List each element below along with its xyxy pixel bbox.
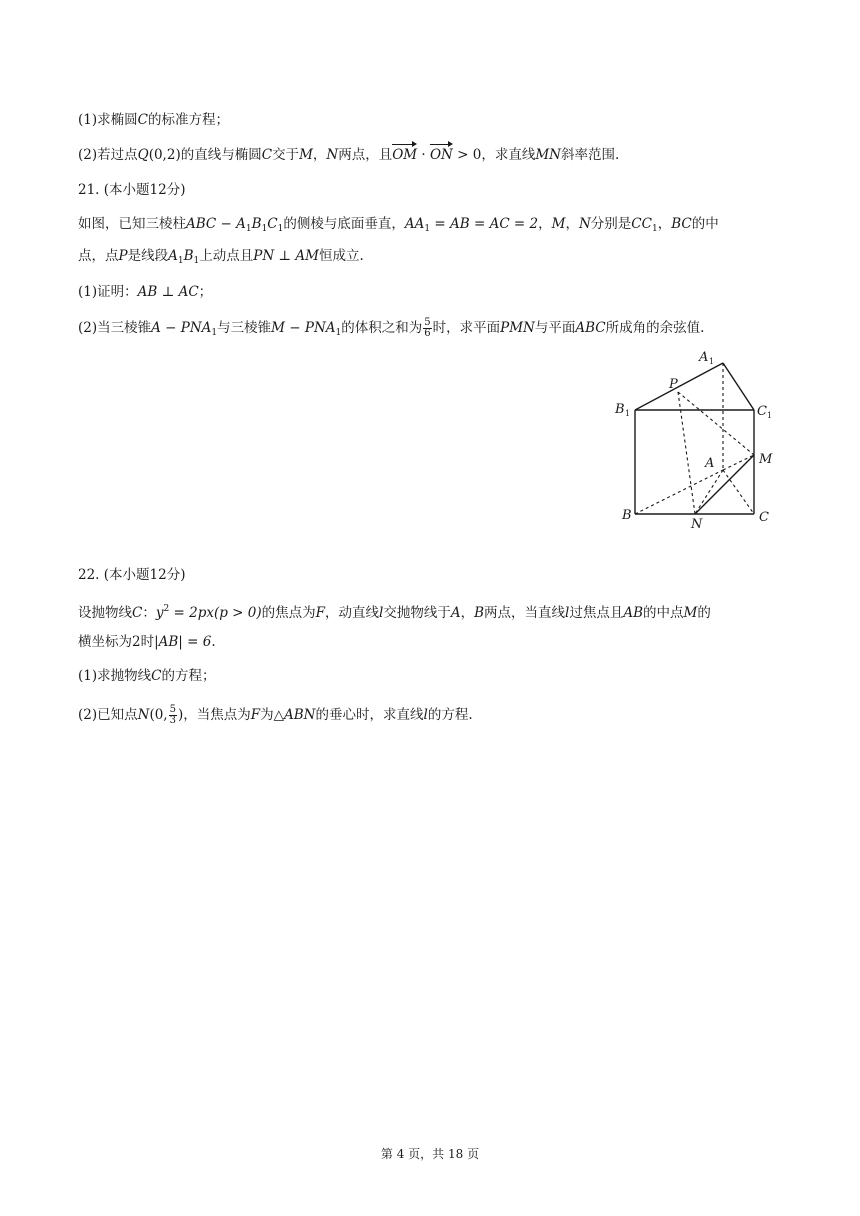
label-b: B [622,508,632,523]
edge-b1-a1 [635,363,723,410]
math: l [379,605,384,621]
math: ) [177,707,184,723]
text: 时，求平面 [432,320,501,336]
text: 所成角的余弦值. [605,320,705,336]
label-c: C [759,510,769,525]
text: 斜率范围. [560,147,620,163]
page-footer: 第 4 页，共 18 页 [380,1147,480,1161]
math: PN ⊥ AM [253,248,319,264]
text: > 0，求直线 [452,147,536,163]
math: N [137,707,150,723]
math: F [250,707,261,723]
text: (1)求椭圆 [78,112,138,128]
text: 恒成立. [318,248,364,264]
text: (2)若过点 [78,147,138,163]
label-b1: B [615,402,625,417]
math: · [417,147,430,163]
q22-header: 22. (本小题12分) [78,567,186,583]
text: 的标准方程； [147,112,229,128]
math: ABC − A [186,216,246,232]
math: AB ⊥ AC [137,284,199,300]
vector-on: ON [429,147,453,163]
math: A [450,605,461,621]
text: ： [142,605,156,621]
text: 交抛物线于 [383,605,451,621]
text: . [211,634,216,650]
text: 上动点且 [199,248,254,264]
text: 点，点 [78,248,119,264]
text: 如图，已知三棱柱 [78,216,186,232]
text: 两点，且 [338,147,393,163]
q21-header: 21. (本小题12分) [78,182,186,198]
math: B [474,605,484,621]
label-c1-sub: 1 [767,411,773,420]
subscript: 1 [245,224,252,234]
math: B [183,248,194,264]
math: C [267,216,278,232]
math: B [251,216,262,232]
text: 的直线与椭圆 [180,147,262,163]
q20-part1 [78,110,229,130]
math: C [261,147,273,163]
subscript: 1 [651,224,658,234]
text: ， [312,147,327,163]
label-c1: C [757,404,767,419]
text: 的体积之和为 [341,320,423,336]
math: |AB| = 6 [154,634,212,650]
math: (0, [149,707,168,723]
text: ，动直线 [325,605,379,621]
edge-a1-c1 [723,363,754,410]
text: 的方程. [427,707,473,723]
math: M [683,605,698,621]
math: AB [623,605,643,621]
edge-n-m [695,455,754,514]
subscript: 1 [424,224,431,234]
label-n: N [691,517,703,532]
math: PMN [500,320,535,336]
text: 的中点 [643,605,684,621]
edge-p-m [678,392,754,455]
text: 的焦点为 [261,605,316,621]
text: 是线段 [127,248,169,264]
subscript: 1 [211,328,218,338]
text: 两点，当直线 [484,605,565,621]
math: ABC [575,320,606,336]
text: 过焦点且 [569,605,624,621]
math: CC [631,216,652,232]
text: 设抛物线 [78,605,132,621]
q21-part2 [78,318,704,343]
text: ， [565,216,579,232]
text: 与三棱锥 [217,320,272,336]
math: l [565,605,570,621]
math: Q [137,147,149,163]
superscript: 2 [163,604,170,614]
subscript: 1 [177,256,184,266]
math: P [118,248,128,264]
math: M [299,147,313,163]
q20-part2 [78,145,619,165]
text: 的侧棱与底面垂直， [283,216,405,232]
math: l [423,707,428,723]
math: M − PNA [271,320,336,336]
edge-b-a [635,470,723,514]
math: ABN [284,707,316,723]
label-p: P [669,377,678,392]
math: = 2px(p > 0) [169,605,262,621]
text: 为△ [260,707,285,723]
edge-a-m [723,455,754,470]
text: 交于 [272,147,300,163]
math: M [551,216,566,232]
math: A [168,248,178,264]
subscript: 1 [193,256,200,266]
numerator: 5 [169,704,176,715]
q22-line1 [78,599,711,623]
text: 的 [697,605,711,621]
label-a1: A [699,350,709,365]
edge-a-c [723,470,754,514]
math: C [151,668,162,684]
fraction [169,705,177,726]
math: C [132,605,143,621]
text: (1)求抛物线 [78,668,152,684]
subscript: 1 [277,224,284,234]
text: 分别是 [590,216,632,232]
vector-om: OM [392,147,418,163]
subscript: 1 [335,328,342,338]
math: F [315,605,325,621]
q22-part2 [78,705,473,726]
dashed-edges [635,363,754,514]
edge-a-n [695,470,723,514]
prism-figure [605,343,785,533]
text: 的垂心时，求直线 [315,707,424,723]
q22-part1 [78,666,215,686]
q22-line2 [78,632,216,652]
math: BC [671,216,692,232]
math: N [578,216,591,232]
math: (0,2) [148,147,181,163]
numerator: 5 [424,317,431,328]
text: 与平面 [534,320,576,336]
math: A − PNA [151,320,212,336]
label-a: A [705,456,715,471]
text: 的方程； [161,668,216,684]
math: N [326,147,339,163]
text: 的中 [691,216,719,232]
text: (1)证明： [78,284,138,300]
text: ； [198,284,213,300]
subscript: 1 [261,224,268,234]
text: ，当焦点为 [183,707,251,723]
denominator: 3 [169,715,176,726]
label-a1-sub: 1 [709,357,715,366]
solid-edges [635,363,754,514]
math: AA [404,216,425,232]
text: 横坐标为2时 [78,634,155,650]
q21-part1 [78,282,212,302]
denominator: 6 [424,328,431,339]
math: C [137,112,148,128]
label-m: M [759,452,773,467]
text: ， [460,605,475,621]
label-b1-sub: 1 [625,409,631,418]
math: y [155,605,164,621]
q21-line1 [78,214,719,239]
text: ， [657,216,672,232]
math: MN [535,147,561,163]
fraction [423,318,431,339]
text: (2)已知点 [78,707,138,723]
math: = AB = AC = 2 [430,216,539,232]
text: ， [538,216,552,232]
text: (2)当三棱锥 [78,320,152,336]
q21-line2 [78,246,364,271]
